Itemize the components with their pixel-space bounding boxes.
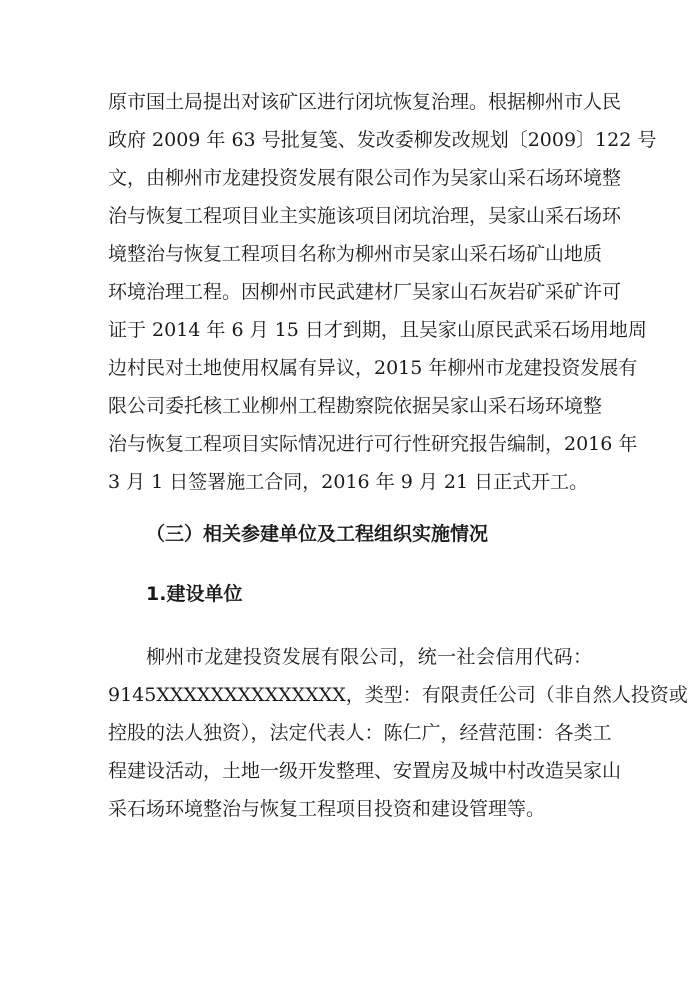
paragraph-line: 治与恢复工程项目实际情况进行可行性研究报告编制，2016 年 [108,433,638,455]
paragraph-line: 证于 2014 年 6 月 15 日才到期，且吴家山原民武采石场用地周 [108,319,647,341]
paragraph-line: 境整治与恢复工程项目名称为柳州市吴家山采石场矿山地质 [108,243,603,265]
paragraph-line: 9145XXXXXXXXXXXXXX，类型：有限责任公司（非自然人投资或 [108,684,688,706]
paragraph-line: 控股的法人独资），法定代表人：陈仁广，经营范围：各类工 [108,722,612,744]
subsection-heading: 1.建设单位 [146,583,243,605]
paragraph-line: 限公司委托核工业柳州工程勘察院依据吴家山采石场环境整 [108,395,603,417]
paragraph-line: 原市国土局提出对该矿区进行闭坑恢复治理。根据柳州市人民 [108,91,622,113]
paragraph-line: 边村民对土地使用权属有异议，2015 年柳州市龙建投资发展有 [108,357,638,379]
paragraph-line: 程建设活动，土地一级开发整理、安置房及城中村改造吴家山 [108,760,622,782]
paragraph-line: 治与恢复工程项目业主实施该项目闭坑治理，吴家山采石场环 [108,205,622,227]
paragraph-line: 采石场环境整治与恢复工程项目投资和建设管理等。 [108,798,546,820]
paragraph-line: 3 月 1 日签署施工合同，2016 年 9 月 21 日正式开工。 [108,471,589,493]
paragraph-line: 政府 2009 年 63 号批复笺、发改委柳发改规划〔2009〕122 号 [108,129,657,151]
paragraph-line: 柳州市龙建投资发展有限公司，统一社会信用代码： [146,646,592,668]
paragraph-line: 环境治理工程。因柳州市民武建材厂吴家山石灰岩矿采矿许可 [108,281,622,303]
paragraph-line: 文，由柳州市龙建投资发展有限公司作为吴家山采石场环境整 [108,167,622,189]
section-heading: （三）相关参建单位及工程组织实施情况 [146,523,489,545]
